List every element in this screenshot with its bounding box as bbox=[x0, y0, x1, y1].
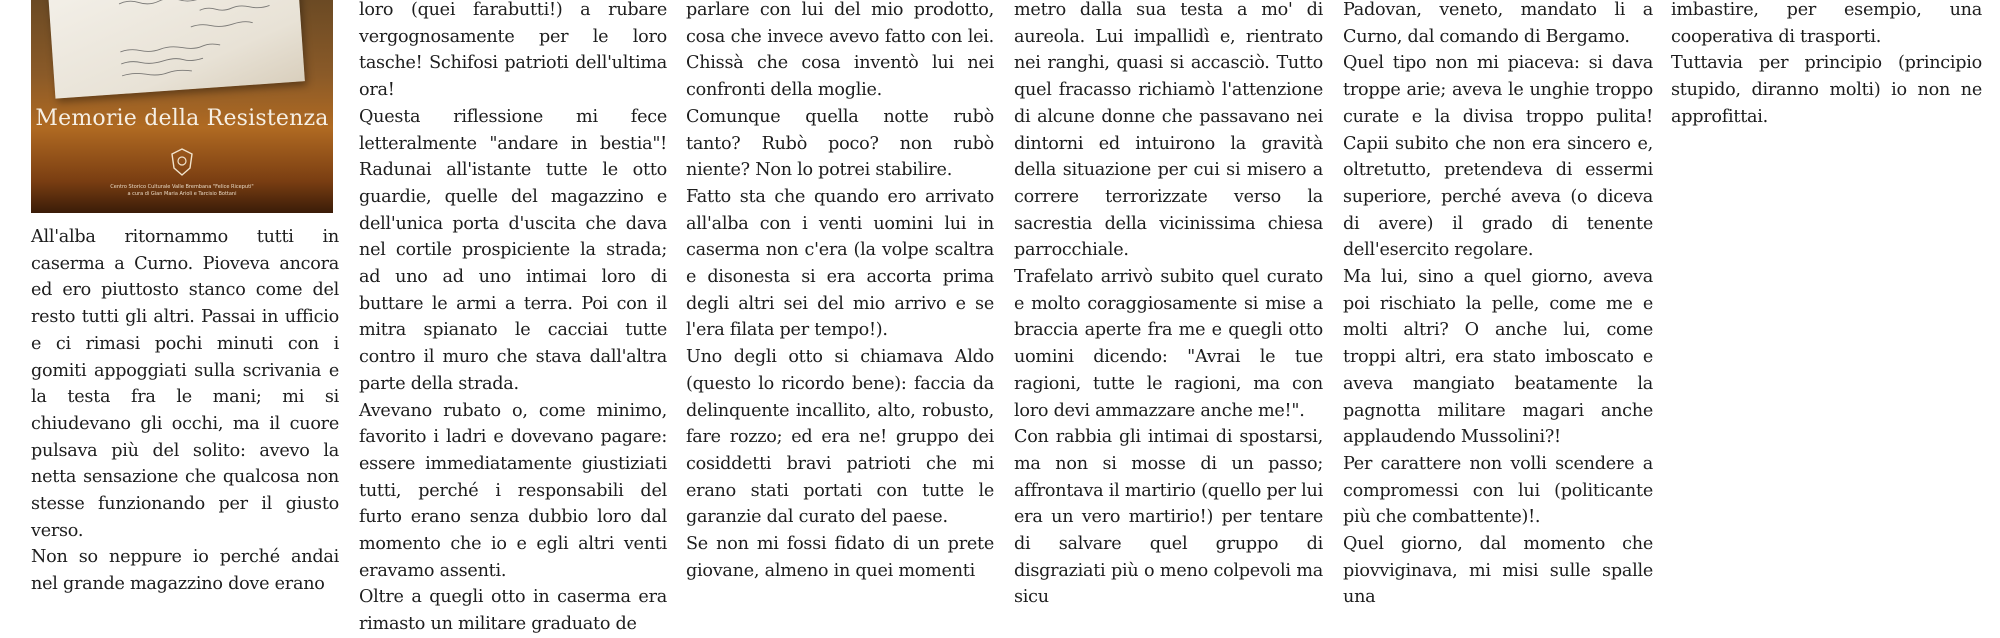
paragraph: Quel giorno, dal momento che piovviginava, mi misi sulle spalle una bbox=[1343, 534, 1653, 608]
book-cover-image bbox=[31, 0, 333, 213]
paragraph: parlare con lui del mio prodotto, cosa che invece avevo fatto con lei. Chissà che cosa inventò lui nei confronti della moglie. bbox=[686, 0, 994, 101]
text-column-6 bbox=[1671, 0, 1982, 131]
paragraph: imbastire, per esempio, una cooperativa di trasporti. bbox=[1671, 0, 1982, 47]
paragraph: Comunque quella notte rubò tanto? Rubò poco? non rubò niente? Non lo potrei stabilire. bbox=[686, 106, 994, 181]
text-column-1 bbox=[31, 224, 339, 598]
text-column-2 bbox=[359, 0, 667, 638]
paragraph: Non so neppure io perché andai nel grande magazzino dove erano bbox=[31, 547, 339, 595]
text-column-5 bbox=[1343, 0, 1653, 611]
paragraph: Uno degli otto si chiamava Aldo (questo lo ricordo bene): faccia da delinquente incallito, alto, robusto, fare rozzo; ed era ne! gruppo dei cosiddetti bravi patrioti che mi erano stati portati con tutte le garanzie dal curato del paese. bbox=[686, 347, 994, 528]
handwritten-paper bbox=[47, 0, 305, 99]
paragraph: Per carattere non volli scendere a compromessi con lui (politicante più che combattente)!. bbox=[1343, 453, 1653, 528]
paragraph: Quel tipo non mi piaceva: si dava troppe arie; aveva le unghie troppo curate e la divisa troppo pulita! Capii subito che non era sincero e, oltretutto, pretendeva di essermi superiore, perché aveva (o diceva di avere) il grado di tenente dell'esercito regolare. bbox=[1343, 53, 1653, 261]
text-column-3 bbox=[686, 0, 994, 584]
paragraph: Con rabbia gli intimai di spostarsi, ma non si mosse di un passo; affrontava il martirio (quello per lui era un vero martirio!) per tentare di salvare quel gruppo di disgraziati più o meno colpevoli ma sicu bbox=[1014, 427, 1323, 608]
text-column-4 bbox=[1014, 0, 1323, 611]
paragraph: metro dalla sua testa a mo' di aureola. Lui impallidì e, rientrato nei ranghi, quasi si accasciò. Tutto quel fracasso richiamò l'attenzione di alcune donne che passavano nei dintorni ed intuirono la gravità della situazione per cui si misero a correre terrorizzate verso la sacrestia della vicinissima chiesa parrocchiale. bbox=[1014, 0, 1323, 261]
paragraph: Questa riflessione mi fece letteralmente "andare in bestia"! Radunai all'istante tutte le otto guardie, quelle del magazzino e dell'unica porta d'uscita che dava nel cortile prospiciente la strada; ad uno ad uno intimai loro di buttare le armi a terra. Poi con il mitra spianato le cacciai tutte contro il muro che stava dall'altra parte della strada. bbox=[359, 106, 667, 394]
book-cover-title: Memorie della Resistenza bbox=[35, 106, 329, 131]
paragraph: loro (quei farabutti!) a rubare vergognosamente per le loro tasche! Schifosi patrioti dell'ultima ora! bbox=[359, 0, 667, 101]
paragraph: Oltre a quegli otto in caserma era rimasto un militare graduato de bbox=[359, 587, 667, 635]
paragraph: Avevano rubato o, come minimo, favorito i ladri e dovevano pagare: essere immediatamente giustiziati tutti, perché i responsabili del furto erano senza dubbio loro dal momento che io e egli altri venti eravamo assenti. bbox=[359, 400, 667, 581]
paragraph: Trafelato arrivò subito quel curato e molto coraggiosamente si mise a braccia aperte fra me e quegli otto uomini dicendo: "Avrai le tue ragioni, tutte le ragioni, ma con loro devi ammazzare anche me!". bbox=[1014, 267, 1323, 421]
emblem-icon bbox=[170, 148, 194, 176]
paragraph: Tuttavia per principio (principio stupido, diranno molti) io non ne approfittai. bbox=[1671, 53, 1982, 127]
handwriting-scribble bbox=[108, 0, 324, 84]
paragraph: Padovan, veneto, mandato li a Curno, dal comando di Bergamo. bbox=[1343, 0, 1653, 47]
paragraph: All'alba ritornammo tutti in caserma a Curno. Pioveva ancora ed ero piuttosto stanco come del resto tutti gli altri. Passai in ufficio e ci rimasi pochi minuti con i gomiti appoggiati sulla scrivania e la testa fra le mani; mi si chiudevano gli occhi, ma il cuore pulsava più del solito: avevo la netta sensazione che qualcosa non stesse funzionando per il giusto verso. bbox=[31, 227, 339, 541]
book-cover-credits: Centro Storico Culturale Valle Brembana "Felice Riceputi" a cura di Gian Maria Arioli e Tarcisio Bottani bbox=[110, 184, 254, 197]
paragraph: Se non mi fossi fidato di un prete giovane, almeno in quei momenti bbox=[686, 534, 994, 581]
paragraph: Ma lui, sino a quel giorno, aveva poi rischiato la pelle, come me e molti altri? O anche lui, come troppi altri, era stato imboscato e aveva mangiato beatamente la pagnotta militare magari anche applaudendo Mussolini?! bbox=[1343, 267, 1653, 448]
paragraph: Fatto sta che quando ero arrivato all'alba con i venti uomini lui in caserma non c'era (la volpe scaltra e disonesta si era accorta prima degli altri sei del mio arrivo e se l'era filata per tempo!). bbox=[686, 186, 994, 341]
